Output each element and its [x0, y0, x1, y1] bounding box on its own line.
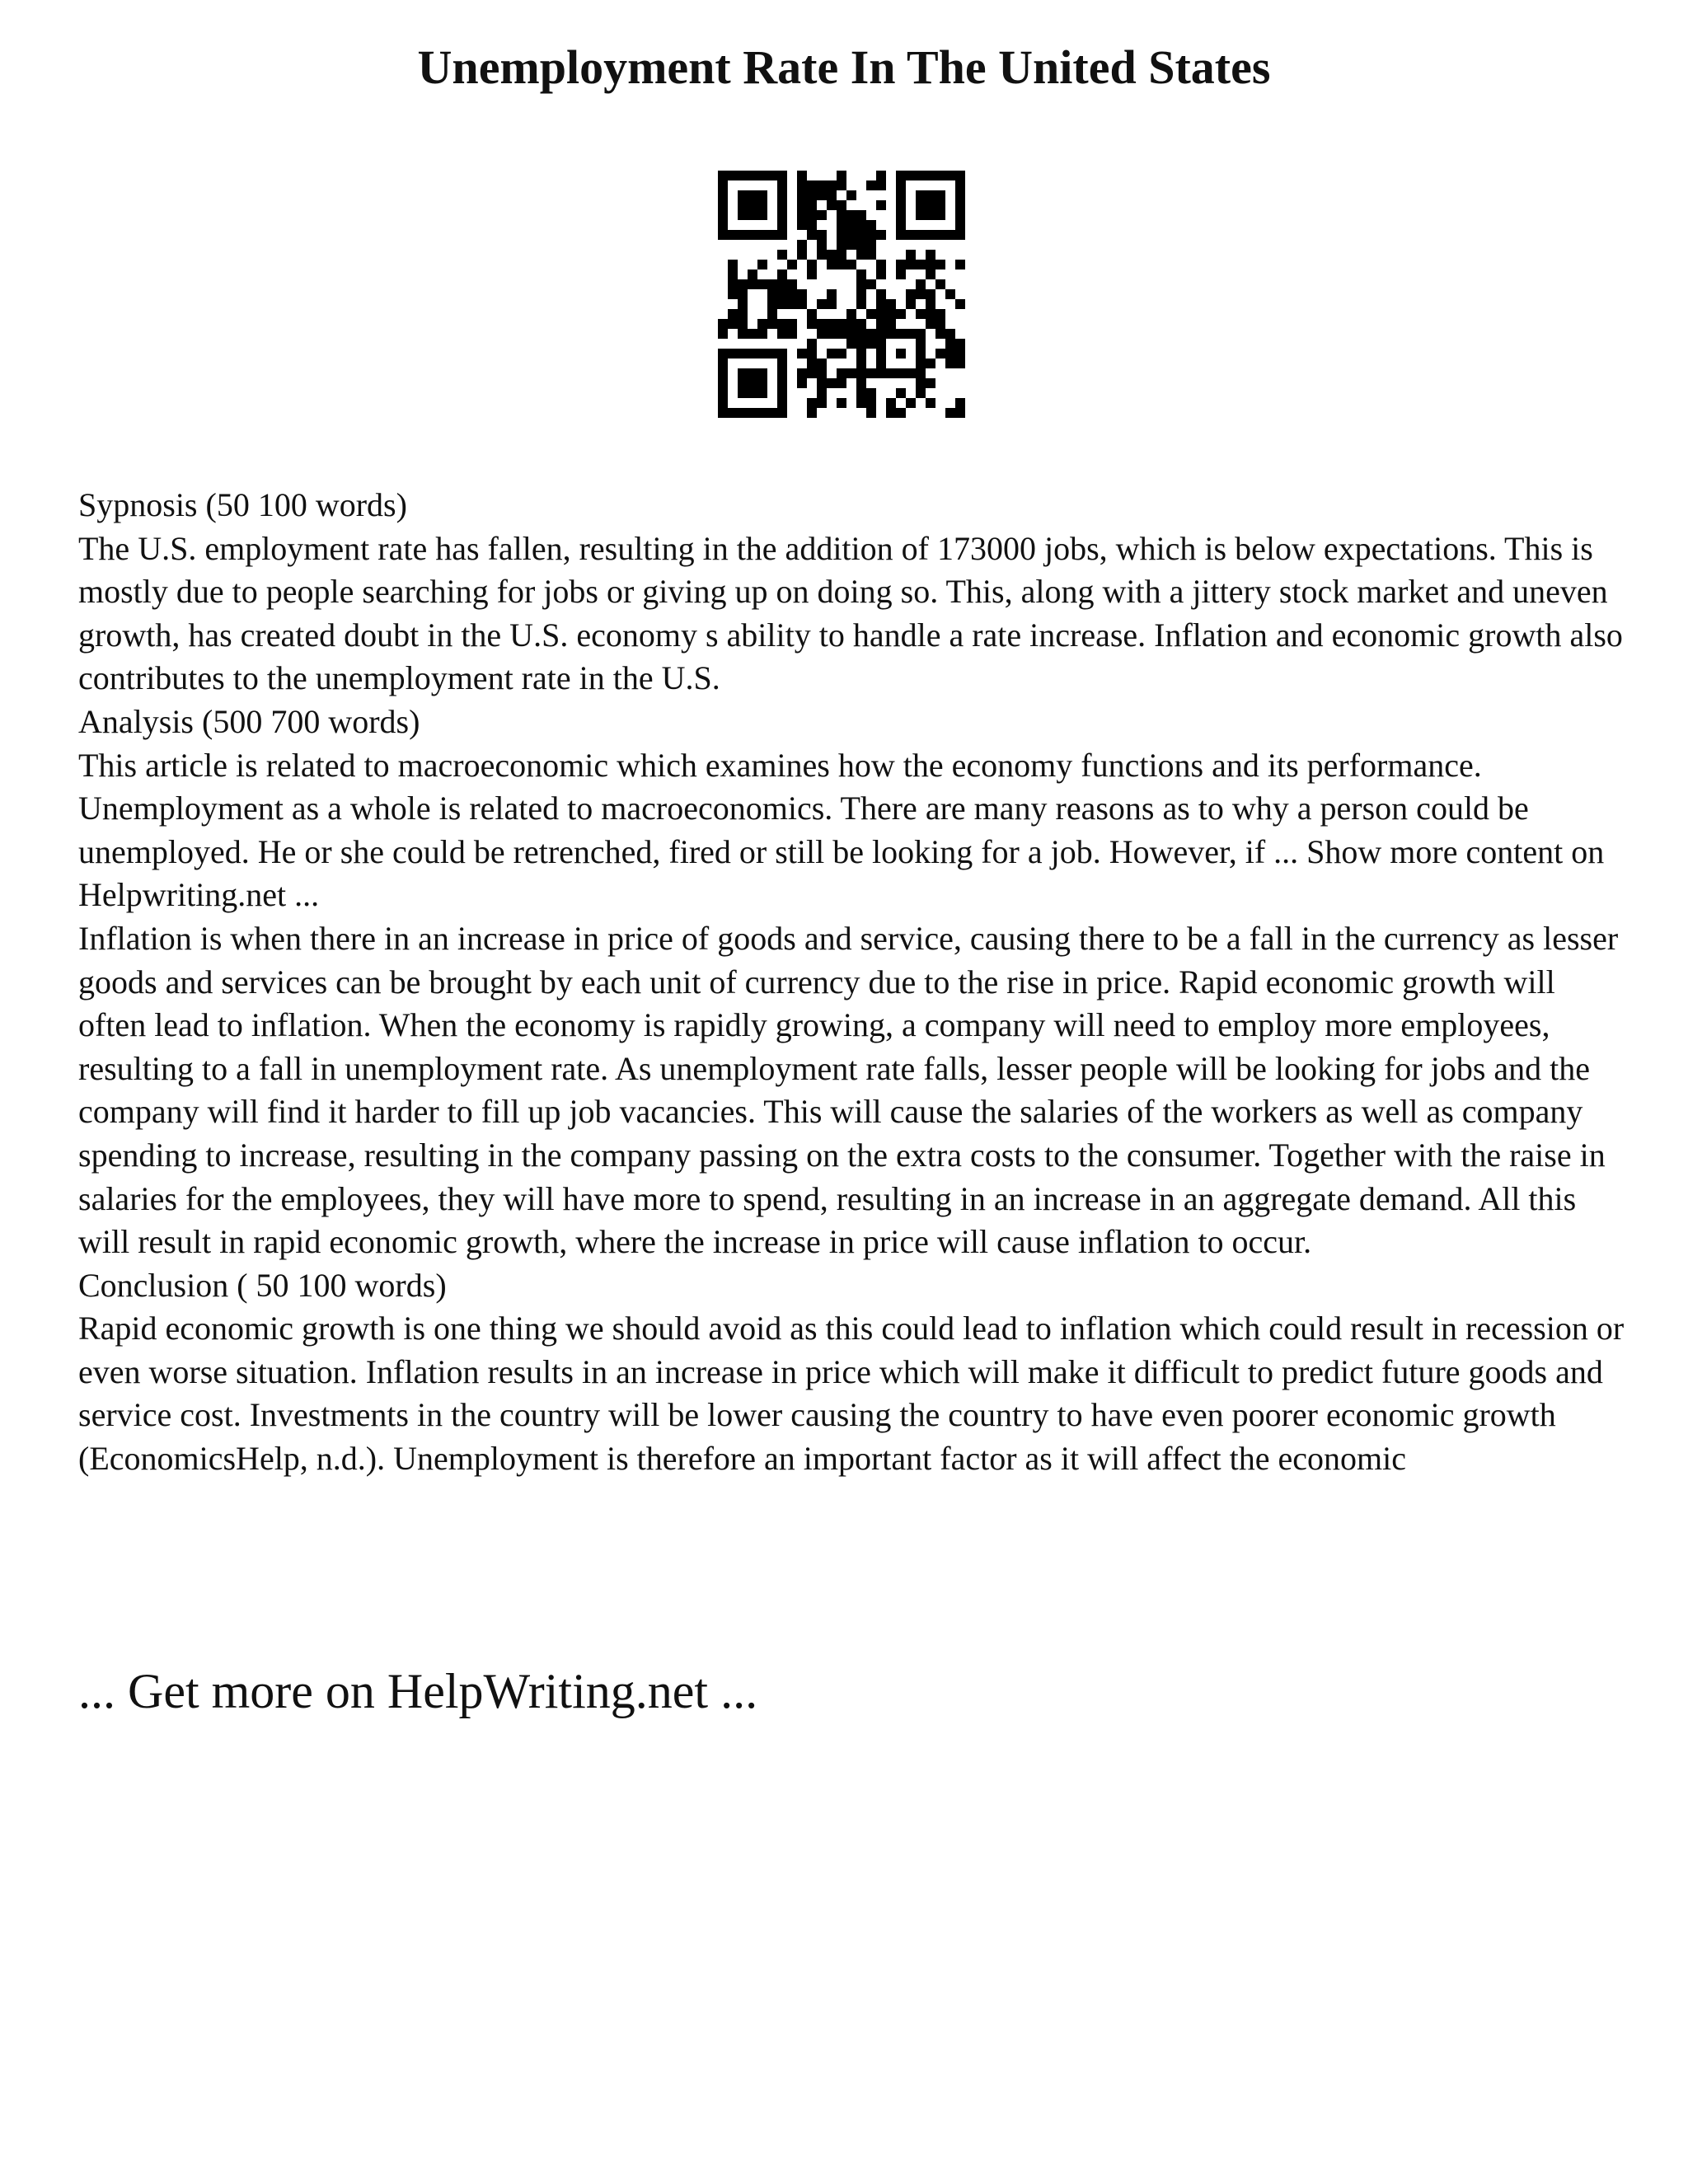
inflation-paragraph: Inflation is when there in an increase in price of goods and service, causing there to be a fall in the currency as lesser goods and services can be brought by each unit of currency due to the rise in price. Rapid economic growth will often lead to inflation. When the economy is rapidly growing, a company will need to employ more employees, resulting to a fall in unemployment rate. As unemployment rate falls, lesser people will be looking for jobs and the company will find it harder to fill up job vacancies. This will cause the salaries of the workers as well as company spending to increase, resulting in the company passing on the extra costs to the consumer. Together with the raise in salaries for the employees, they will have more to spend, resulting in an increase in an aggregate demand. All this will result in rapid economic growth, where the increase in price will cause inflation to occur. — [78, 919, 1619, 1261]
conclusion-heading: Conclusion ( 50 100 words) — [78, 1266, 447, 1304]
qr-code-icon — [718, 171, 965, 418]
analysis-paragraph: This article is related to macroeconomic which examines how the economy functions and its performance. Unemployment as a whole is related to macroeconomics. There are many reasons as to why a person could be unemployed. He or she could be retrenched, fired or still be looking for a job. However, if ... Show more content on Helpwriting.net ... — [78, 746, 1605, 914]
article-body — [78, 484, 1628, 1481]
analysis-heading: Analysis (500 700 words) — [78, 702, 420, 740]
synopsis-heading: Sypnosis (50 100 words) — [78, 486, 407, 523]
get-more-link[interactable]: ... Get more on HelpWriting.net ... — [78, 1664, 758, 1718]
qr-code-graphic — [718, 171, 965, 418]
conclusion-paragraph: Rapid economic growth is one thing we should avoid as this could lead to inflation which could result in recession or even worse situation. Inflation results in an increase in price which will make it difficult to predict future goods and service cost. Investments in the country will be lower causing the country to have even poorer economic growth (EconomicsHelp, n.d.). Unemployment is therefore an important factor as it will affect the economic — [78, 1310, 1625, 1478]
synopsis-paragraph: The U.S. employment rate has fallen, resulting in the addition of 173000 jobs, which is below expectations. This is mostly due to people searching for jobs or giving up on doing so. This, along with a jittery stock market and uneven growth, has created doubt in the U.S. economy s ability to handle a rate increase. Inflation and economic growth also contributes to the unemployment rate in the U.S. — [78, 529, 1623, 697]
page-title: Unemployment Rate In The United States — [417, 40, 1271, 94]
